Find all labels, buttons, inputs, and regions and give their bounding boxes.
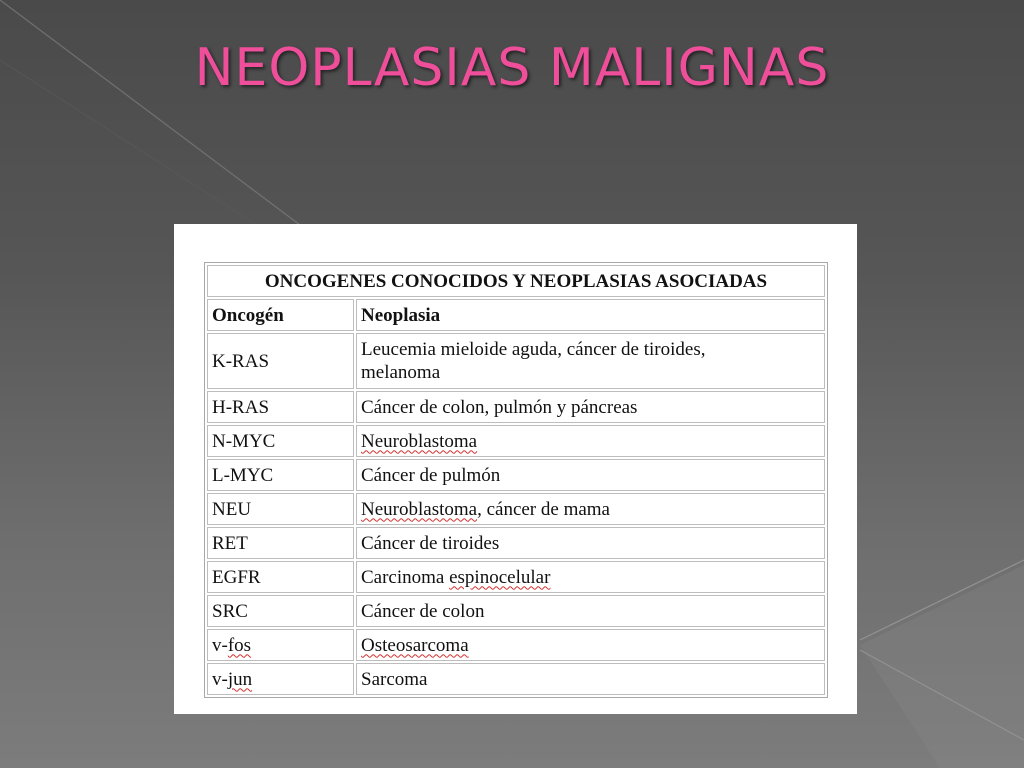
neoplasia-text: Carcinoma [361,566,450,588]
oncogene-cell: L-MYC [207,459,354,491]
spellcheck-word: espinocelular [449,566,551,588]
neoplasia-text-line1: Leucemia mieloide aguda, cáncer de tiroides, [361,339,706,360]
table-row [207,663,825,695]
table-row [207,493,825,525]
spellcheck-word: jun [227,668,253,690]
table-row [207,527,825,559]
neoplasia-text: , cáncer de mama [477,498,610,520]
neoplasia-cell: Cáncer de colon [356,595,825,627]
table-caption-row [207,265,825,297]
table-row [207,459,825,491]
oncogene-cell: H-RAS [207,391,354,423]
spellcheck-word: Neuroblastoma [361,430,478,452]
spellcheck-word: Osteosarcoma [361,634,469,656]
spellcheck-word: Neuroblastoma [361,498,478,520]
table-row [207,425,825,457]
table-header-row [207,299,825,331]
neoplasia-cell [356,493,825,525]
neoplasia-cell [356,425,825,457]
table-panel [174,224,857,714]
neoplasia-text-line2: melanoma [361,362,441,383]
neoplasia-cell: Cáncer de tiroides [356,527,825,559]
neoplasia-cell: Sarcoma [356,663,825,695]
oncogene-text: v- [212,634,228,656]
oncogene-cell: EGFR [207,561,354,593]
oncogene-cell: NEU [207,493,354,525]
neoplasia-cell [356,333,825,389]
column-header-oncogene: Oncogén [207,299,354,331]
table-row [207,333,825,389]
neoplasia-cell: Cáncer de pulmón [356,459,825,491]
oncogene-cell: RET [207,527,354,559]
oncogenes-table [204,262,828,698]
table-row [207,391,825,423]
oncogene-cell [207,663,354,695]
oncogene-text: v- [212,668,228,690]
neoplasia-cell [356,629,825,661]
table-row [207,561,825,593]
oncogene-cell [207,629,354,661]
neoplasia-cell [356,561,825,593]
table-row [207,629,825,661]
table-caption: ONCOGENES CONOCIDOS Y NEOPLASIAS ASOCIADAS [207,265,825,297]
oncogene-cell: SRC [207,595,354,627]
oncogene-cell: N-MYC [207,425,354,457]
spellcheck-word: fos [227,634,252,656]
table-row [207,595,825,627]
oncogene-cell: K-RAS [207,333,354,389]
neoplasia-cell: Cáncer de colon, pulmón y páncreas [356,391,825,423]
slide-title: NEOPLASIAS MALIGNAS [194,38,830,98]
column-header-neoplasia: Neoplasia [356,299,825,331]
